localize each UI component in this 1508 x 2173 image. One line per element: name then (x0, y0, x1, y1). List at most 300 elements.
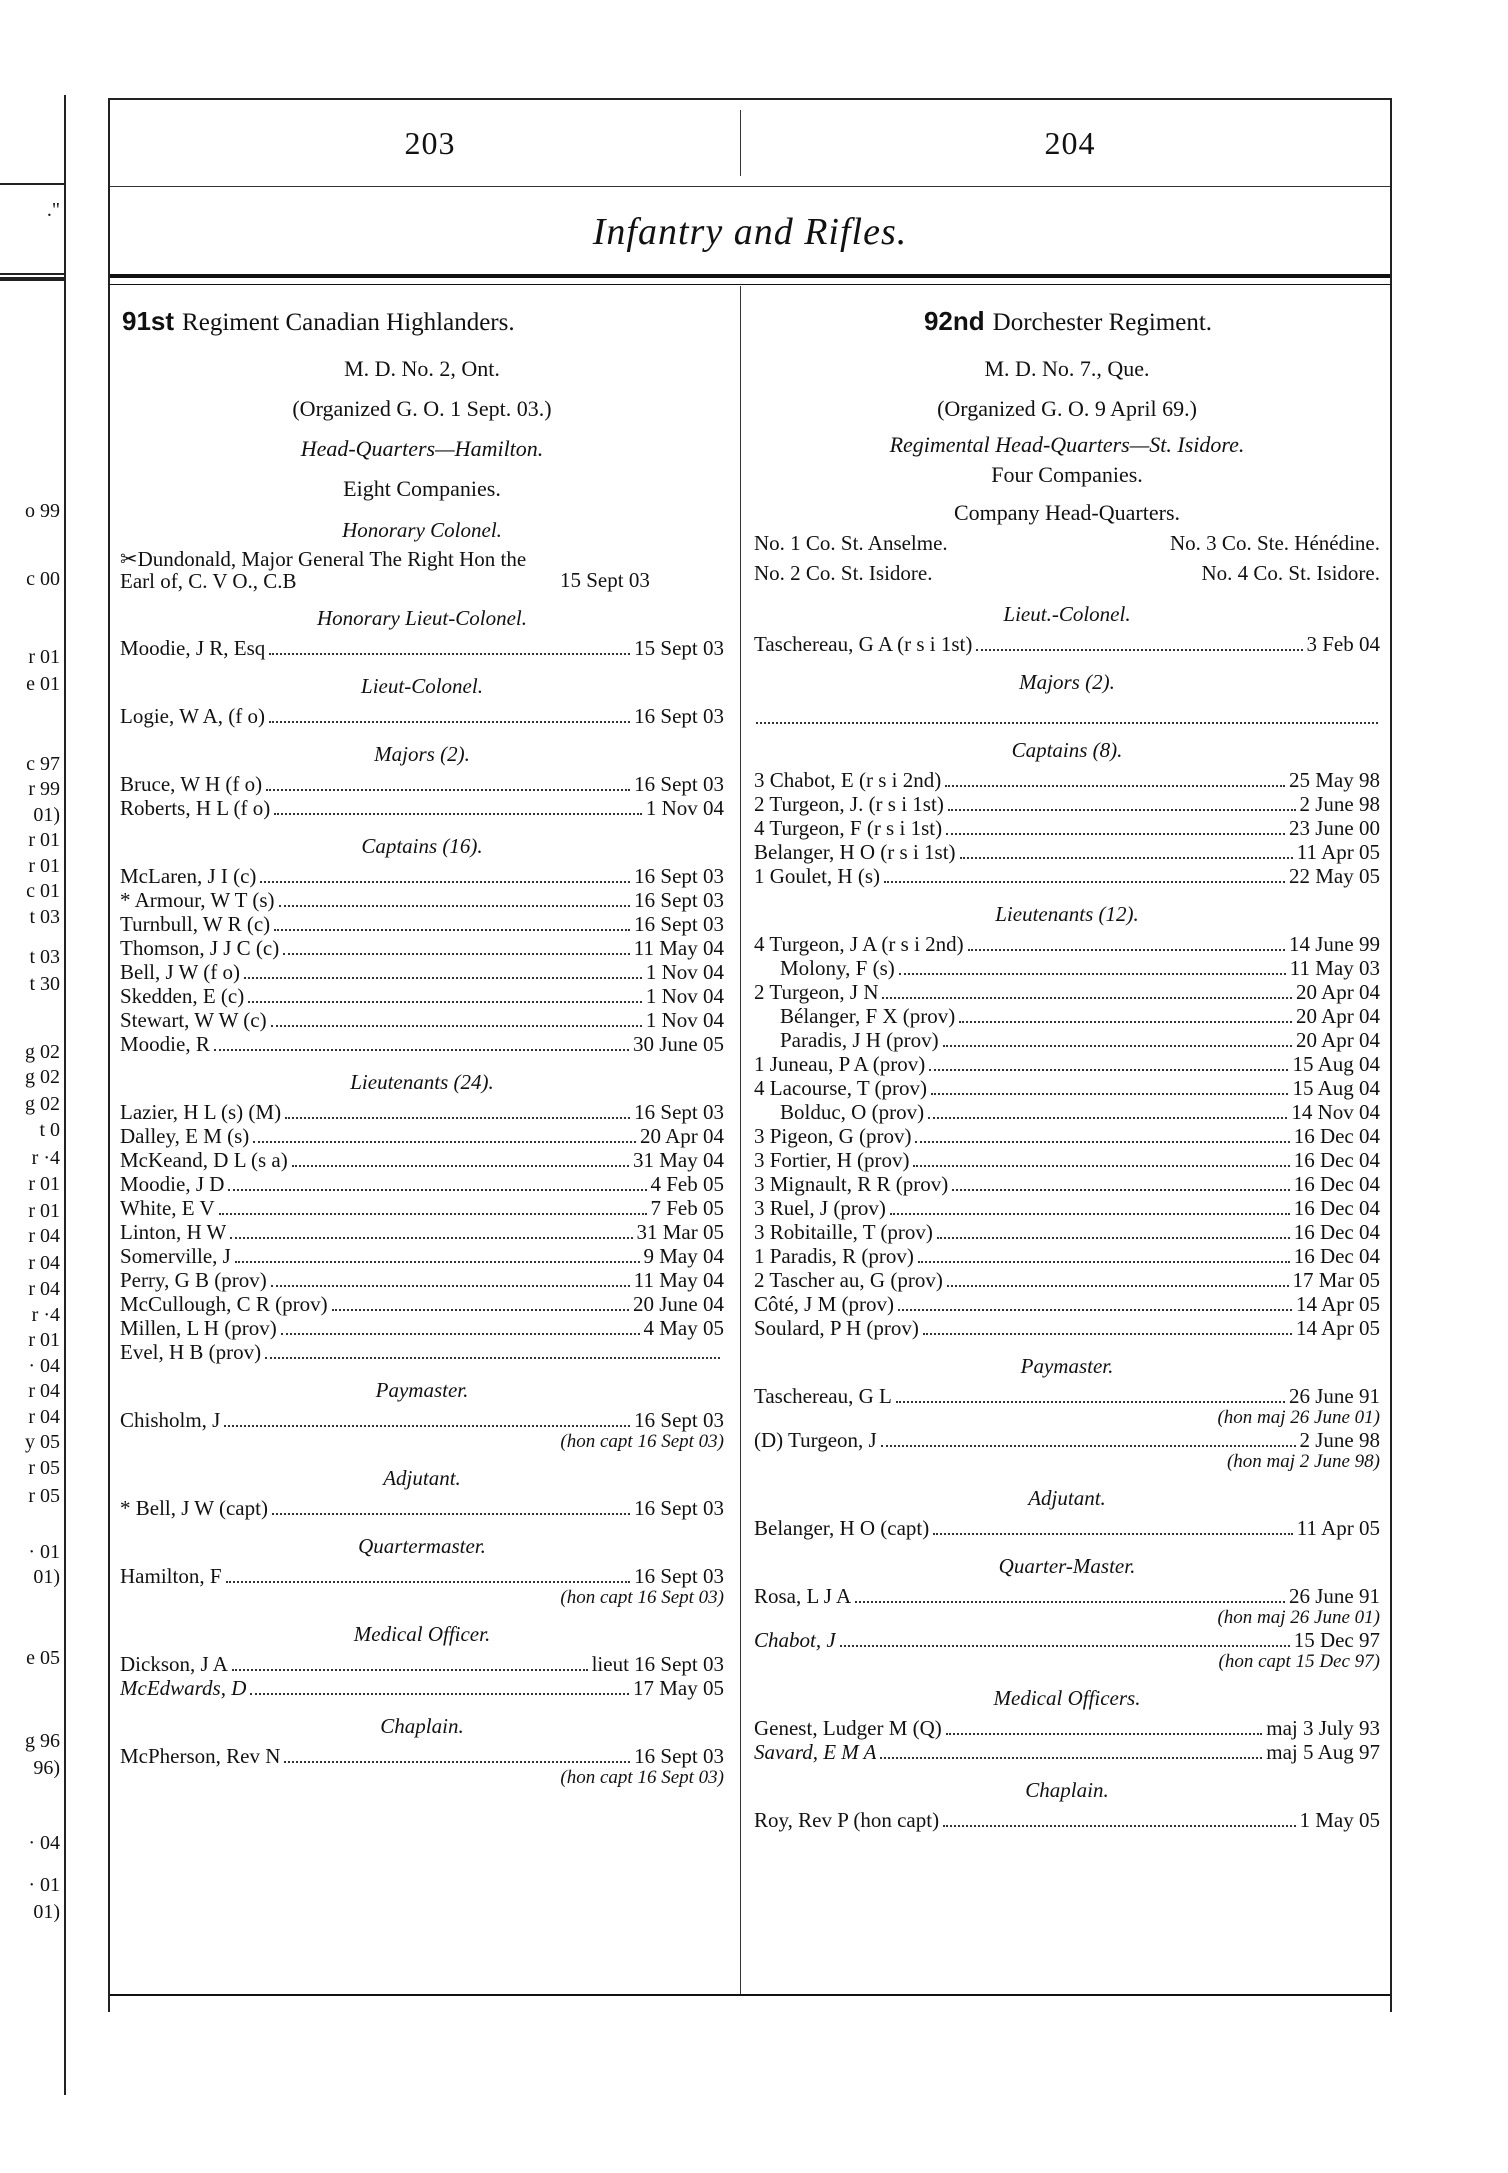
entry-date: 1 Nov 04 (645, 960, 724, 984)
leader-dots (968, 949, 1285, 951)
roster-entry (116, 1196, 728, 1220)
roster-entry (116, 984, 728, 1008)
fragment-line: 01) (33, 803, 60, 826)
entry-date: 16 Sept 03 (634, 1100, 724, 1124)
heading-hon-colonel: Honorary Colonel. (342, 518, 502, 542)
entry-name: Bruce, W H (f o) (120, 772, 263, 796)
entry-name: Millen, L H (prov) (120, 1316, 277, 1340)
fragment-line: t 03 (29, 905, 60, 928)
headquarters: Head-Quarters—Hamilton. (300, 436, 544, 461)
roster-entry (750, 1316, 1384, 1340)
entry-name: Rosa, L J A (754, 1584, 852, 1608)
entry-name: Belanger, H O (capt) (754, 1516, 930, 1540)
fragment-line: · 01 (28, 1874, 60, 1897)
adjutant-entry (750, 1516, 1384, 1540)
entry-date: maj 3 July 93 (1266, 1716, 1380, 1740)
entry-name: 4 Turgeon, F (r s i 1st) (754, 816, 943, 840)
entry-date: 30 June 05 (633, 1032, 724, 1056)
entry-name: Belanger, H O (r s i 1st) (754, 840, 956, 864)
entry-name: Savard, E M A (754, 1740, 877, 1764)
entry-date: 1 Nov 04 (645, 796, 724, 820)
entry-date: 3 Feb 04 (1306, 632, 1380, 656)
entry-date: 17 May 05 (633, 1676, 724, 1700)
leader-dots (332, 1309, 629, 1311)
majors-list (116, 772, 728, 820)
entry-name: Linton, H W (120, 1220, 227, 1244)
entry-date: 16 Sept 03 (634, 704, 724, 728)
entry-date: 31 May 04 (633, 1148, 724, 1172)
entry-date: 26 June 91 (1289, 1584, 1380, 1608)
leader-dots (923, 1333, 1292, 1335)
leader-dots (937, 1237, 1290, 1239)
entry-name: Stewart, W W (c) (120, 1008, 267, 1032)
entry-date: 20 Apr 04 (1296, 980, 1380, 1004)
heading-majors: Majors (2). (374, 742, 470, 766)
roster-entry (750, 1100, 1384, 1124)
entry-name: 3 Robitaille, T (prov) (754, 1220, 933, 1244)
bottom-rule (110, 1994, 1390, 1996)
roster-entry (116, 1032, 728, 1056)
leader-dots (890, 1213, 1290, 1215)
entry-date: 20 Apr 04 (640, 1124, 724, 1148)
quartermaster-entry (116, 1564, 728, 1608)
headquarters: Regimental Head-Quarters—St. Isidore. (889, 432, 1245, 457)
roster-entry (750, 1004, 1384, 1028)
roster-entry (116, 1148, 728, 1172)
entry-name: Turnbull, W R (c) (120, 912, 271, 936)
roster-entry (116, 1172, 728, 1196)
entry-date: 25 May 98 (1289, 768, 1380, 792)
entry-name: Moodie, R (120, 1032, 210, 1056)
roster-entry (116, 772, 728, 796)
leader-dots (269, 653, 630, 655)
leader-dots (913, 1165, 1289, 1167)
entry-name: Bell, J W (f o) (120, 960, 240, 984)
leader-dots (880, 1757, 1262, 1759)
heading-chaplain: Chaplain. (1025, 1778, 1109, 1802)
fragment-line: 96) (33, 1756, 60, 1779)
entry-name: Molony, F (s) (780, 956, 895, 980)
entry-date: 23 June 00 (1289, 816, 1380, 840)
fragment-line: c 00 (26, 568, 60, 590)
heading-captains: Captains (8). (1011, 738, 1123, 762)
entry-date: 16 Sept 03 (634, 1496, 724, 1520)
entry-name: Roy, Rev P (hon capt) (754, 1808, 940, 1832)
roster-entry (116, 1564, 728, 1588)
entry-date: 16 Dec 04 (1293, 1196, 1380, 1220)
entry-name: Dickson, J A (120, 1652, 228, 1676)
section-title: Infantry and Rifles. (592, 211, 908, 253)
leader-dots (840, 1645, 1290, 1647)
leader-dots (265, 1357, 720, 1359)
leader-dots (918, 1261, 1290, 1263)
entry-name: Somerville, J (120, 1244, 231, 1268)
lieutenants-list (116, 1100, 728, 1364)
companies: Eight Companies. (343, 476, 501, 501)
folio-divider (740, 110, 741, 176)
leader-dots (960, 857, 1293, 859)
entry-name: (D) Turgeon, J (754, 1428, 877, 1452)
military-district: M. D. No. 2, Ont. (344, 356, 500, 381)
organized-order: (Organized G. O. 9 April 69.) (937, 396, 1197, 421)
leader-dots (253, 1141, 636, 1143)
fragment-line: c 01 (26, 880, 60, 903)
entry-name: 3 Mignault, R R (prov) (754, 1172, 949, 1196)
roster-entry (750, 1628, 1384, 1652)
regiment-name: Dorchester Regiment. (992, 309, 1213, 336)
entry-date: 11 Apr 05 (1296, 1516, 1380, 1540)
company-4: No. 4 Co. St. Isidore. (1201, 561, 1380, 585)
fragment-line: t 30 (29, 972, 60, 995)
heading-lt-colonel: Lieut-Colonel. (361, 674, 483, 698)
leader-dots (248, 1001, 642, 1003)
roster-entry (750, 864, 1384, 888)
roster-entry (116, 936, 728, 960)
entry-date: 4 May 05 (643, 1316, 724, 1340)
entry-date: 14 Apr 05 (1296, 1316, 1380, 1340)
entry-name: White, E V (120, 1196, 215, 1220)
title-rule-thick (110, 274, 1390, 278)
entry-name: Bolduc, O (prov) (780, 1100, 925, 1124)
leader-dots (226, 1581, 631, 1583)
heading-quartermaster: Quartermaster. (358, 1534, 486, 1558)
left-column-91st (116, 298, 728, 2036)
entry-name: Lazier, H L (s) (M) (120, 1100, 282, 1124)
roster-entry (116, 1220, 728, 1244)
roster-entry (750, 816, 1384, 840)
leader-dots (224, 1425, 630, 1427)
leader-dots (931, 1093, 1288, 1095)
roster-entry (116, 1292, 728, 1316)
entry-date: 20 Apr 04 (1296, 1004, 1380, 1028)
roster-entry (750, 1516, 1384, 1540)
leader-dots (271, 1025, 642, 1027)
entry-date: maj 5 Aug 97 (1266, 1740, 1380, 1764)
leader-dots (915, 1141, 1289, 1143)
regiment-name: Regiment Canadian Highlanders. (182, 309, 515, 336)
company-3: No. 3 Co. Ste. Hénédine. (1170, 531, 1380, 555)
fragment-line: · 04 (28, 1831, 60, 1854)
entry-name: Moodie, J R, Esq (120, 636, 266, 660)
entry-date: 15 Aug 04 (1292, 1052, 1380, 1076)
roster-entry (116, 636, 728, 660)
leader-dots (228, 1189, 646, 1191)
heading-medical-officers: Medical Officers. (993, 1686, 1141, 1710)
roster-entry (750, 1268, 1384, 1292)
roster-entry (116, 1652, 728, 1676)
entry-date: lieut 16 Sept 03 (591, 1652, 724, 1676)
entry-date: 16 Dec 04 (1293, 1172, 1380, 1196)
roster-entry (750, 792, 1384, 816)
leader-dots (244, 977, 642, 979)
entry-date: 11 Apr 05 (1296, 840, 1380, 864)
leader-dots (214, 1049, 629, 1051)
leader-dots (882, 997, 1292, 999)
company-line-2 (750, 558, 1384, 588)
entry-name: Logie, W A, (f o) (120, 704, 266, 728)
entry-name: McPherson, Rev N (120, 1744, 281, 1768)
fragment-line: ." (46, 198, 60, 221)
roster-entry (750, 1148, 1384, 1172)
entry-date: 16 Dec 04 (1293, 1124, 1380, 1148)
entry-name: Taschereau, G L (754, 1384, 892, 1408)
fragment-line: g 96 (25, 1729, 60, 1752)
entry-date: 16 Sept 03 (634, 1744, 724, 1768)
entry-name: McKeand, D L (s a) (120, 1148, 288, 1172)
leader-dots (946, 1733, 1262, 1735)
roster-entry (116, 1676, 728, 1700)
fragment-line: r 01 (28, 1329, 60, 1352)
fragment-line: r 04 (28, 1252, 60, 1275)
fragment-line: r 04 (28, 1405, 60, 1428)
column-divider (740, 286, 741, 1996)
roster-entry (116, 704, 728, 728)
leader-dots (260, 881, 630, 883)
captains-list (750, 768, 1384, 888)
roster-entry (116, 1100, 728, 1124)
entry-date: 1 May 05 (1299, 1808, 1380, 1832)
entry-name: 3 Pigeon, G (prov) (754, 1124, 912, 1148)
entry-name: Evel, H B (prov) (120, 1340, 262, 1364)
roster-entry (750, 1244, 1384, 1268)
entry-name: 2 Turgeon, J. (r s i 1st) (754, 792, 944, 816)
roster-entry (116, 912, 728, 936)
fragment-line: r 04 (28, 1225, 60, 1248)
entry-note: (hon capt 16 Sept 03) (560, 1767, 724, 1788)
leader-dots (232, 1669, 588, 1671)
roster-entry (116, 1496, 728, 1520)
entry-name: Roberts, H L (f o) (120, 796, 271, 820)
roster-entry (116, 796, 728, 820)
company-1: No. 1 Co. St. Anselme. (754, 531, 948, 555)
leader-dots (285, 1117, 630, 1119)
leader-dots (945, 785, 1285, 787)
entry-name: 4 Turgeon, J A (r s i 2nd) (754, 932, 964, 956)
entry-name: 3 Fortier, H (prov) (754, 1148, 910, 1172)
entry-date: 1 Nov 04 (645, 1008, 724, 1032)
entry-note: (hon maj 26 June 01) (1217, 1607, 1380, 1628)
entry-name: Genest, Ludger M (Q) (754, 1716, 942, 1740)
fragment-line: e 01 (26, 673, 60, 696)
heading-majors: Majors (2). (1019, 670, 1115, 694)
leader-dots (235, 1261, 640, 1263)
leader-dots (281, 1333, 640, 1335)
fragment-line: · 04 (28, 1354, 60, 1377)
entry-name: McCullough, C R (prov) (120, 1292, 328, 1316)
lt-colonel-list (750, 632, 1384, 656)
heading-captains: Captains (16). (361, 834, 483, 858)
medical-list (116, 1652, 728, 1700)
leader-dots (943, 1825, 1295, 1827)
entry-date: 2 June 98 (1299, 1428, 1380, 1452)
fragment-line: r 01 (28, 1172, 60, 1195)
leader-dots (274, 929, 630, 931)
page-frame (108, 98, 1392, 2012)
entry-name: Moodie, J D (120, 1172, 225, 1196)
folio-row (110, 100, 1390, 186)
fragment-line: 01) (33, 1901, 60, 1924)
fragment-line: r ·4 (31, 1303, 60, 1326)
roster-entry (116, 1124, 728, 1148)
majors-vacant-line (756, 710, 1378, 724)
roster-entry (750, 1292, 1384, 1316)
fragment-rule (0, 183, 64, 185)
previous-page-fragment (0, 95, 66, 2095)
fragment-rule (0, 277, 64, 281)
fragment-line: r 01 (28, 646, 60, 669)
entry-date: 15 Dec 97 (1293, 1628, 1380, 1652)
entry-date: 16 Sept 03 (634, 1564, 724, 1588)
leader-dots (948, 809, 1296, 811)
fragment-rule (0, 273, 64, 275)
entry-date: 15 Aug 04 (1292, 1076, 1380, 1100)
heading-paymaster: Paymaster. (1020, 1354, 1114, 1378)
entry-name: ✂Dundonald, Major General The Right Hon the Earl of, C. V O., C.B (120, 548, 527, 592)
fragment-line: g 02 (25, 1066, 60, 1089)
leader-dots (933, 1533, 1293, 1535)
entry-date: 15 Sept 03 (560, 568, 650, 592)
leader-dots (269, 721, 630, 723)
fragment-line: r 01 (28, 829, 60, 852)
roster-entry (750, 1124, 1384, 1148)
entry-name: 1 Goulet, H (s) (754, 864, 880, 888)
entry-date: 11 May 03 (1289, 956, 1380, 980)
leader-dots (250, 1693, 629, 1695)
folio-left: 203 (404, 125, 456, 161)
entry-note: (hon capt 16 Sept 03) (560, 1587, 724, 1608)
entry-date: 16 Dec 04 (1293, 1244, 1380, 1268)
leader-dots (898, 1309, 1292, 1311)
entry-name: McEdwards, D (120, 1676, 247, 1700)
entry-date: 16 Sept 03 (634, 772, 724, 796)
entry-date: 14 Nov 04 (1291, 1100, 1380, 1124)
entry-name: Chisholm, J (120, 1408, 221, 1432)
roster-entry (750, 1584, 1384, 1608)
entry-name: Hamilton, F (120, 1564, 222, 1588)
leader-dots (219, 1213, 647, 1215)
roster-entry (116, 1268, 728, 1292)
entry-date: 20 Apr 04 (1296, 1028, 1380, 1052)
entry-name: Dalley, E M (s) (120, 1124, 250, 1148)
organized-order: (Organized G. O. 1 Sept. 03.) (292, 396, 552, 421)
roster-entry (116, 1316, 728, 1340)
title-rule-thin (110, 284, 1390, 285)
entry-date: 26 June 91 (1289, 1384, 1380, 1408)
leader-dots (266, 789, 630, 791)
entry-date: 16 Dec 04 (1293, 1148, 1380, 1172)
entry-name: 4 Lacourse, T (prov) (754, 1076, 928, 1100)
fragment-line: g 02 (25, 1093, 60, 1116)
captains-list (116, 864, 728, 1056)
fragment-line: r 04 (28, 1380, 60, 1403)
heading-adjutant: Adjutant. (383, 1466, 461, 1490)
medical-list (750, 1716, 1384, 1764)
entry-date: 16 Sept 03 (634, 912, 724, 936)
leader-dots (952, 1189, 1289, 1191)
leader-dots (943, 1045, 1292, 1047)
fragment-line: c 97 (26, 752, 60, 775)
leader-dots (896, 1401, 1285, 1403)
fragment-line: 01) (33, 1566, 60, 1589)
entry-note: (hon capt 16 Sept 03) (560, 1431, 724, 1452)
roster-entry (750, 932, 1384, 956)
entry-date: 16 Sept 03 (634, 864, 724, 888)
fragment-line: r 01 (28, 854, 60, 877)
hon-lt-colonel-list (116, 636, 728, 660)
entry-date: 11 May 04 (633, 936, 724, 960)
heading-quartermaster: Quarter-Master. (998, 1554, 1136, 1578)
regiment-title (116, 298, 728, 344)
lt-colonel-list (116, 704, 728, 728)
entry-date: 15 Sept 03 (634, 636, 724, 660)
leader-dots (271, 1285, 630, 1287)
fragment-line: r 99 (28, 778, 60, 801)
leader-dots (884, 881, 1285, 883)
leader-dots (283, 953, 630, 955)
roster-entry (750, 1740, 1384, 1764)
roster-entry (750, 840, 1384, 864)
military-district: M. D. No. 7., Que. (984, 356, 1150, 381)
roster-entry (116, 1244, 728, 1268)
entry-name: Perry, G B (prov) (120, 1268, 267, 1292)
leader-dots (292, 1165, 629, 1167)
entry-note: (hon maj 2 June 98) (1226, 1451, 1380, 1472)
entry-name: Skedden, E (c) (120, 984, 245, 1008)
fragment-line: t 0 (39, 1118, 60, 1141)
roster-entry (750, 956, 1384, 980)
roster-entry (116, 1008, 728, 1032)
paymaster-entry (116, 1408, 728, 1452)
roster-entry (750, 980, 1384, 1004)
roster-entry (750, 1384, 1384, 1408)
roster-entry (750, 1076, 1384, 1100)
entry-name: 1 Juneau, P A (prov) (754, 1052, 926, 1076)
fragment-line: o 99 (25, 499, 60, 522)
leader-dots (272, 1513, 630, 1515)
leader-dots (899, 973, 1286, 975)
fragment-line: · 01 (28, 1540, 60, 1563)
entry-name: 2 Tascher au, G (prov) (754, 1268, 943, 1292)
entry-date: 14 June 99 (1289, 932, 1380, 956)
entry-date: 16 Sept 03 (634, 1408, 724, 1432)
entry-date: 11 May 04 (633, 1268, 724, 1292)
leader-dots (946, 833, 1285, 835)
entry-date: 22 May 05 (1289, 864, 1380, 888)
fragment-line: r 05 (28, 1456, 60, 1479)
heading-adjutant: Adjutant. (1028, 1486, 1106, 1510)
paymaster-list (750, 1384, 1384, 1472)
folio-rule (110, 186, 1390, 187)
entry-name: 3 Ruel, J (prov) (754, 1196, 886, 1220)
roster-entry (116, 1340, 728, 1364)
roster-entry (750, 1052, 1384, 1076)
entry-name: Côté, J M (prov) (754, 1292, 894, 1316)
entry-name: 3 Chabot, E (r s i 2nd) (754, 768, 942, 792)
fragment-line: r ·4 (31, 1147, 60, 1170)
regiment-number: 91st (122, 306, 175, 336)
heading-medical-officer: Medical Officer. (353, 1622, 491, 1646)
leader-dots (284, 1761, 630, 1763)
roster-entry (750, 1428, 1384, 1452)
heading-chaplain: Chaplain. (380, 1714, 464, 1738)
entry-name: Taschereau, G A (r s i 1st) (754, 632, 973, 656)
lieutenants-list (750, 932, 1384, 1340)
roster-entry (750, 1028, 1384, 1052)
entry-name: Paradis, J H (prov) (780, 1028, 939, 1052)
entry-name: * Bell, J W (capt) (120, 1496, 268, 1520)
roster-entry (116, 888, 728, 912)
entry-name: McLaren, J I (c) (120, 864, 257, 888)
